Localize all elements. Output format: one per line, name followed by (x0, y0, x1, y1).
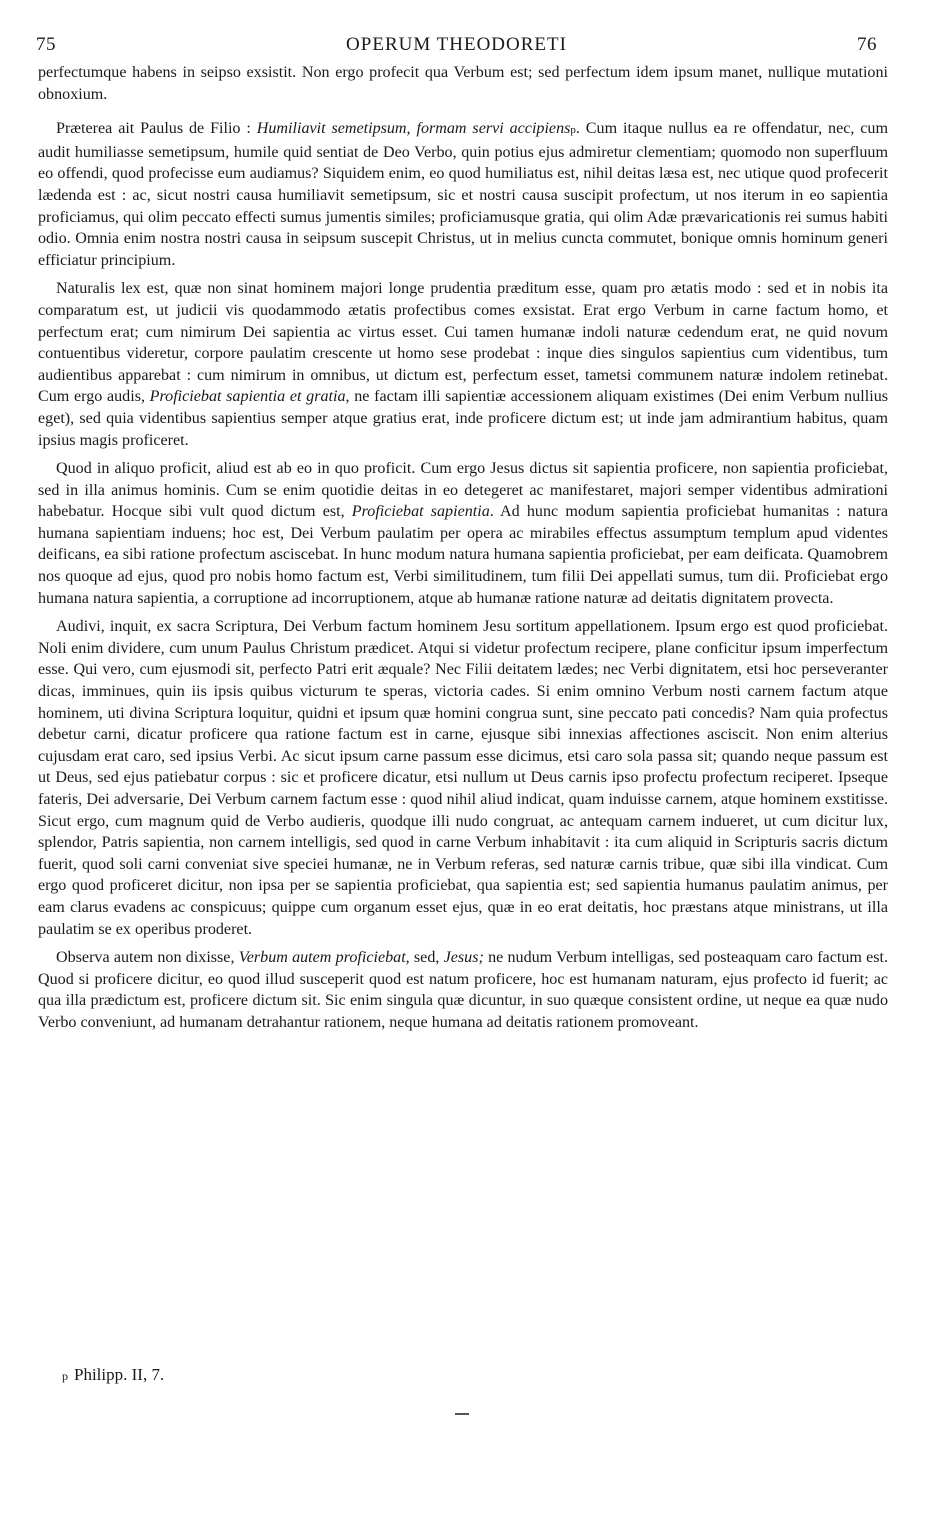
footnote (62, 1365, 164, 1385)
running-header (36, 34, 877, 58)
footnote-reference: p (570, 124, 576, 137)
paragraph-continuation: perfectumque habens in seipso exsistit. Non ergo profecit qua Verbum est; sed perfectum idem ipsum manet, nullique mutationi obnoxium. (38, 64, 888, 103)
text-run: . Cum itaque nullus ea re offendatur, nec, cum audit humiliasse semetipsum, humile quid sentiat de Deo Verbo, quin potius ejus admiretur clementiam; quomodo non superfluum eo offendi, quod profecisse eum audiamus? Siquidem enim, eo quod humiliatus est, nihil deitas læsa est, nec utique quod profecerit lædenda est : ac, sicut nostri causa humiliavit semetipsum, sic et nostri causa suscipit profectum, ut nos iterum in eo sapientia proficiamus, qui olim peccato effecti sumus jumentis similes; proficiamusque gratia, qui olim Adæ prævaricationis rei sumus habiti odio. Omnia enim nostra nostri causa in seipsum suscepit Christus, ut in melius cuncta commutet, bonique omnis hominum generi efficiatur principium. (38, 120, 888, 269)
paragraph: Audivi, inquit, ex sacra Scriptura, Dei Verbum factum hominem Jesu sortitum appellationem. Ipsum ergo est quod proficiebat. Noli enim dividere, cum unum Paulus Christum prædicet. Atqui si videtur profectum recipere, plane conficitur ipsum imperfectum esse. Qui vero, cum ejusmodi sit, perfecto Patri erit æquale? Nec Filii deitatem lædes; nec Verbi dignitatem, etsi hoc perseveranter dicas, imminues, quin iis ipsis quibus victurum te speras, victoria cades. Si enim omnino Verbum nosti carnem factum atque hominem, uti divina Scriptura loquitur, quidni et ipsum quæ homini congrua sunt, sine peccato pati concedis? Nam quia profectus debetur carni, dicatur proficere qua ratione factum est in carne, ejusque sibi innexias affectiones asciscit. Non enim alterius cujusdam erat caro, sed ipsius Verbi. Ac sicut ipsum carne passum esse dicimus, etsi caro sola passa sit; quando neque passum est ut Deus, sed ejus patiebatur corpus : sic et proficere dicatur, etsi nullum ut Deus carnis ipso profectu profectum reciperet. Ipseque fateris, Dei adversarie, Dei Verbum carnem factum esse : quod nihil aliud indicat, quam induisse carnem, atque hominem exstitisse. Sicut ergo, cum magnum quid de Verbo audieris, quodque illi nudo congruat, ac antequam carnem indueret, ut cum dicitur lux, splendor, Patris sapientia, non carnem intelligis, sed quod in carne Verbum inhabitavit : ita cum aliquid in Scripturis sacris dictum fuerit, quod soli carni conveniat sive speciei humanæ, ne in Verbum referas, sed naturæ carnis tribue, quæ sibi illa vindicat. Cum ergo quod proficeret dicitur, non ipsa per se sapientia proficiebat, qua sapientia est; sed sapientia humanus paulatim animus, per eam clarus evadens ac conspicuus; quippe cum organum esset ejus, quæ in eo erat deitatis, hoc præstans atque ministrans, ut illa paulatim se ex operibus proderet. (38, 618, 888, 938)
quotation: Verbum autem proficiebat (238, 949, 406, 967)
paragraph (38, 947, 888, 1033)
page-number-left: 75 (36, 34, 56, 55)
paragraph (38, 458, 888, 609)
quotation: Humiliavit semetipsum, formam servi accipiens (256, 120, 571, 138)
paragraph (38, 278, 888, 451)
text-run: , sed, (405, 949, 444, 967)
text-run: Præterea ait Paulus de Filio : (56, 120, 257, 138)
main-text (38, 62, 888, 1034)
text-run: Naturalis lex est, quæ non sinat hominem majori longe prudentia præditum esse, quam pro ætatis modo : sed et in nobis ita comparatum est, ut judicii vis quodammodo ætatis profectibus comes exsistat. Erat ergo Verbum in carne factum homo, et perfectum erat; cum nimirum Dei sapientia ac virtus esset. Cui tamen humanæ indoli naturæ cedendum erat, ne quid novum contuentibus videretur, corpore paulatim crescente ut homo sese prodebat : inque dies singulos sapientius cum videntibus, tum audientibus apparebat : cum nimirum in omnibus, ut dictum est, perfectum esset, tametsi communem naturæ indolem retinebat. Cum ergo audis, (38, 280, 888, 406)
text-run: Observa autem non dixisse, (56, 949, 239, 967)
text-run: . Ad hunc modum sapientia proficiebat humanitas : natura humana sapientiam induens; hoc est, Dei Verbum paulatim per opera ac mirabiles effectus assumptum templum apud videntes deificans, ea sibi ratione profectum asciscebat. In hunc modum natura humana sapientia proficiebat, per eam deificata. Quamobrem nos quoque ad ejus, quod pro nobis homo factum est, Verbi similitudinem, tum filii Dei appellati sumus, tum dii. Proficiebat ergo humana natura sapientia, a corruptione ad incorruptionem, atque ab humanæ ratione naturæ ad deitatis dignitatem provecta. (38, 503, 888, 607)
footnote-mark: p (62, 1369, 68, 1383)
quotation: Jesus; (443, 949, 484, 967)
text-run: , ne factam illi sapientiæ accessionem aliquam existimes (Dei enim Verbum nullius eget), sed quia videntibus sapientius semper atque gratius erat, inde proficere dictum est; ut inde jam admirantium habitus, quam ipsius magis proficeret. (38, 388, 889, 449)
quotation: Proficiebat sapientia et gratia (149, 388, 346, 406)
text-run: Quod in aliquo proficit, aliud est ab eo in quo proficit. Cum ergo Jesus dictus sit sapientia proficere, non sapientia proficiebat, sed in illa animus hominis. Cum se enim quotidie deitas in eo detegeret ac manifestaret, majori semper videntibus admirationi habebatur. Hocque sibi vult quod dictum est, (38, 460, 888, 521)
end-rule (455, 1413, 469, 1415)
text-run: ne nudum Verbum intelligas, sed posteaquam caro factum est. Quod si proficere dicitur, eo quod illud susceperit quod est natum proficere, hoc est humanam naturam, ejus profecto id fuerit; ac qua illa prædictum est, proficere dictum sit. Sic enim singula quæ dicuntur, in suo quæque consistent ordine, ut neque ea quæ nudo Verbo conveniunt, ad humanam detrahantur rationem, neque humana ad deitatis rationem promoveant. (38, 949, 889, 1031)
page-number-right: 76 (857, 34, 877, 55)
footnote-text: Philipp. II, 7. (74, 1365, 165, 1384)
quotation: Proficiebat sapientia (351, 503, 490, 521)
running-title: OPERUM THEODORETI (346, 34, 567, 55)
paragraph (38, 118, 888, 271)
